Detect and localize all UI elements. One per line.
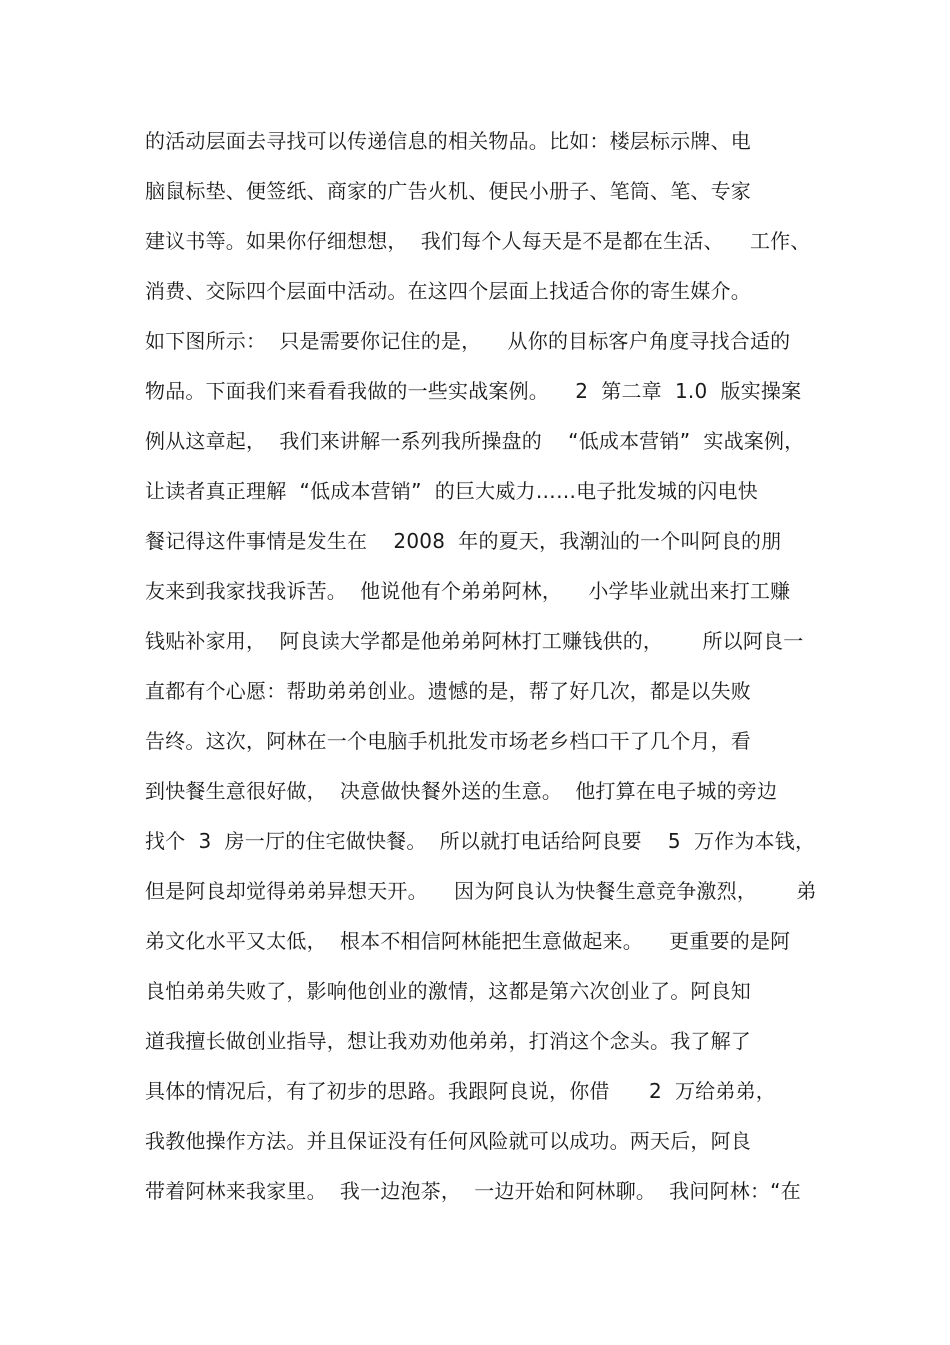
text-line: 道我擅长做创业指导，想让我劝劝他弟弟，打消这个念头。我了解了 [145, 1029, 751, 1053]
text-line: 脑鼠标垫、便签纸、商家的广告火机、便民小册子、笔筒、笔、专家 [145, 179, 751, 203]
text-line: 但是阿良却觉得弟弟异想天开。 因为阿良认为快餐生意竞争激烈， 弟 [145, 879, 817, 903]
text-line: 带着阿林来我家里。 我一边泡茶， 一边开始和阿林聊。 我问阿林：“在 [145, 1179, 801, 1203]
text-line: 钱贴补家用， 阿良读大学都是他弟弟阿林打工赚钱供的， 所以阿良一 [145, 629, 804, 653]
text-line: 建议书等。如果你仔细想想， 我们每个人每天是不是都在生活、 工作、 [145, 229, 811, 253]
text-line: 告终。这次，阿林在一个电脑手机批发市场老乡档口干了几个月，看 [145, 729, 751, 753]
text-line: 消费、交际四个层面中活动。在这四个层面上找适合你的寄生媒介。 [145, 279, 751, 303]
text-line: 的活动层面去寻找可以传递信息的相关物品。比如：楼层标示牌、电 [145, 129, 751, 153]
text-line: 良怕弟弟失败了，影响他创业的激情，这都是第六次创业了。阿良知 [145, 979, 751, 1003]
text-line: 弟文化水平又太低， 根本不相信阿林能把生意做起来。 更重要的是阿 [145, 929, 791, 953]
text-line: 具体的情况后，有了初步的思路。我跟阿良说，你借 2 万给弟弟， [145, 1079, 776, 1103]
text-line: 例从这章起， 我们来讲解一系列我所操盘的 “低成本营销” 实战案例， [145, 429, 805, 453]
text-line: 到快餐生意很好做， 决意做快餐外送的生意。 他打算在电子城的旁边 [145, 779, 778, 803]
text-line: 我教他操作方法。并且保证没有任何风险就可以成功。两天后，阿良 [145, 1129, 751, 1153]
text-line: 如下图所示： 只是需要你记住的是， 从你的目标客户角度寻找合适的 [145, 329, 791, 353]
text-line: 物品。下面我们来看看我做的一些实战案例。 2 第二章 1.0 版实操案 [145, 379, 802, 403]
text-line: 让读者真正理解 “低成本营销” 的巨大威力……电子批发城的闪电快 [145, 479, 758, 503]
text-line: 直都有个心愿：帮助弟弟创业。遗憾的是，帮了好几次，都是以失败 [145, 679, 751, 703]
text-line: 找个 3 房一厅的住宅做快餐。 所以就打电话给阿良要 5 万作为本钱， [145, 829, 816, 853]
text-line: 餐记得这件事情是发生在 2008 年的夏天，我潮汕的一个叫阿良的朋 [145, 529, 782, 553]
text-line: 友来到我家找我诉苦。 他说他有个弟弟阿林， 小学毕业就出来打工赚 [145, 579, 791, 603]
body-text [145, 122, 815, 1222]
